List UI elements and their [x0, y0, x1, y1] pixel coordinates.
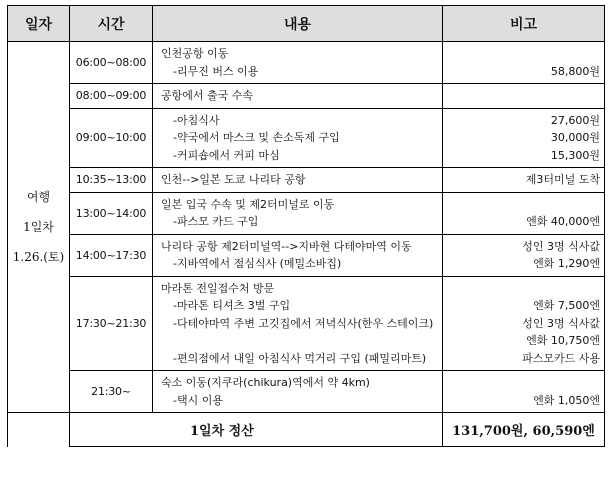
time-cell: 14:00~17:30	[70, 234, 153, 276]
content-cell	[153, 371, 443, 413]
schedule-row	[8, 192, 605, 234]
summary-total: 131,700원, 60,590엔	[443, 413, 605, 447]
content-cell	[153, 42, 443, 84]
header-row	[8, 6, 605, 42]
header-time: 시간	[70, 6, 153, 42]
day-label-line3: 1.26.(토)	[12, 250, 65, 264]
schedule-row	[8, 42, 605, 84]
summary-row	[8, 413, 605, 447]
time-cell: 10:35~13:00	[70, 168, 153, 193]
note-line: 제3터미널 도착	[525, 173, 600, 186]
content-line: 공항에서 출국 수속	[161, 89, 254, 102]
content-line: 인천-->일본 도쿄 나리타 공항	[161, 173, 306, 186]
itinerary-sheet	[7, 5, 604, 447]
note-line: 27,600원	[550, 113, 600, 127]
content-cell	[153, 234, 443, 276]
note-cell	[443, 108, 605, 168]
note-line: 파스모카드 사용	[522, 351, 600, 365]
note-line: 성인 3명 식사값	[522, 316, 600, 330]
content-line: -약국에서 마스크 및 손소독제 구입	[173, 131, 340, 144]
time-cell: 21:30~	[70, 371, 153, 413]
note-line: 15,300원	[550, 148, 600, 162]
note-line: 성인 3명 식사값	[522, 239, 600, 253]
day-cell	[8, 42, 70, 413]
content-line: -택시 이용	[173, 393, 223, 407]
time-cell: 08:00~09:00	[70, 84, 153, 109]
note-line	[443, 374, 600, 392]
schedule-row	[8, 234, 605, 276]
note-line: 엔화 10,750엔	[526, 334, 600, 347]
note-line: 58,800원	[550, 64, 600, 78]
content-line	[161, 332, 442, 350]
time-cell: 06:00~08:00	[70, 42, 153, 84]
itinerary-body	[8, 42, 605, 447]
header-content: 내용	[153, 6, 443, 42]
content-line: 나리타 공항 제2터미널역-->지바현 다테야마역 이동	[161, 239, 412, 253]
note-cell	[443, 192, 605, 234]
time-cell: 13:00~14:00	[70, 192, 153, 234]
schedule-row	[8, 84, 605, 109]
itinerary-table	[7, 5, 605, 447]
summary-blank	[8, 413, 70, 447]
header-note: 비고	[443, 6, 605, 42]
note-cell	[443, 168, 605, 193]
content-line: -파스모 카드 구입	[173, 215, 259, 228]
content-line: -아침식사	[173, 113, 220, 127]
note-line: 엔화 40,000엔	[526, 215, 600, 228]
content-cell	[153, 168, 443, 193]
content-cell	[153, 84, 443, 109]
note-line: 엔화 1,050엔	[533, 393, 600, 407]
time-cell: 17:30~21:30	[70, 276, 153, 371]
content-line: -마라톤 티셔츠 3벌 구입	[173, 299, 291, 312]
content-line: 인천공항 이동	[161, 47, 229, 60]
note-cell	[443, 234, 605, 276]
content-line: -리무진 버스 이용	[173, 64, 259, 78]
content-cell	[153, 276, 443, 371]
day-label-line2: 1일차	[23, 220, 54, 234]
content-line: -커피숍에서 커피 마심	[173, 148, 280, 162]
note-line: 엔화 7,500엔	[533, 299, 600, 312]
schedule-row	[8, 168, 605, 193]
note-cell	[443, 84, 605, 109]
content-line: 일본 입국 수속 및 제2터미널로 이동	[161, 197, 335, 211]
content-cell	[153, 108, 443, 168]
content-line: 숙소 이동(지쿠라(chikura)역에서 약 4km)	[161, 376, 370, 389]
note-line	[443, 196, 600, 214]
time-cell: 09:00~10:00	[70, 108, 153, 168]
schedule-row	[8, 276, 605, 371]
header-day: 일자	[8, 6, 70, 42]
content-line: -지바역에서 점심식사 (메밀소바집)	[173, 257, 342, 270]
content-line: -편의점에서 내일 아침식사 먹거리 구입 (패밀리마트)	[173, 351, 427, 365]
note-line	[443, 45, 600, 63]
content-cell	[153, 192, 443, 234]
note-cell	[443, 371, 605, 413]
note-cell	[443, 276, 605, 371]
note-line: 30,000원	[550, 131, 600, 144]
summary-label: 1일차 정산	[70, 413, 443, 447]
note-line	[443, 280, 600, 298]
day-label-line1: 여행	[26, 190, 51, 204]
schedule-row	[8, 371, 605, 413]
schedule-row	[8, 108, 605, 168]
note-cell	[443, 42, 605, 84]
note-line	[443, 87, 600, 105]
content-line: -다테야마역 주변 고깃집에서 저녁식사(한우 스테이크)	[173, 316, 434, 330]
content-line: 마라톤 전일접수처 방문	[161, 281, 275, 295]
note-line: 엔화 1,290엔	[533, 257, 600, 270]
